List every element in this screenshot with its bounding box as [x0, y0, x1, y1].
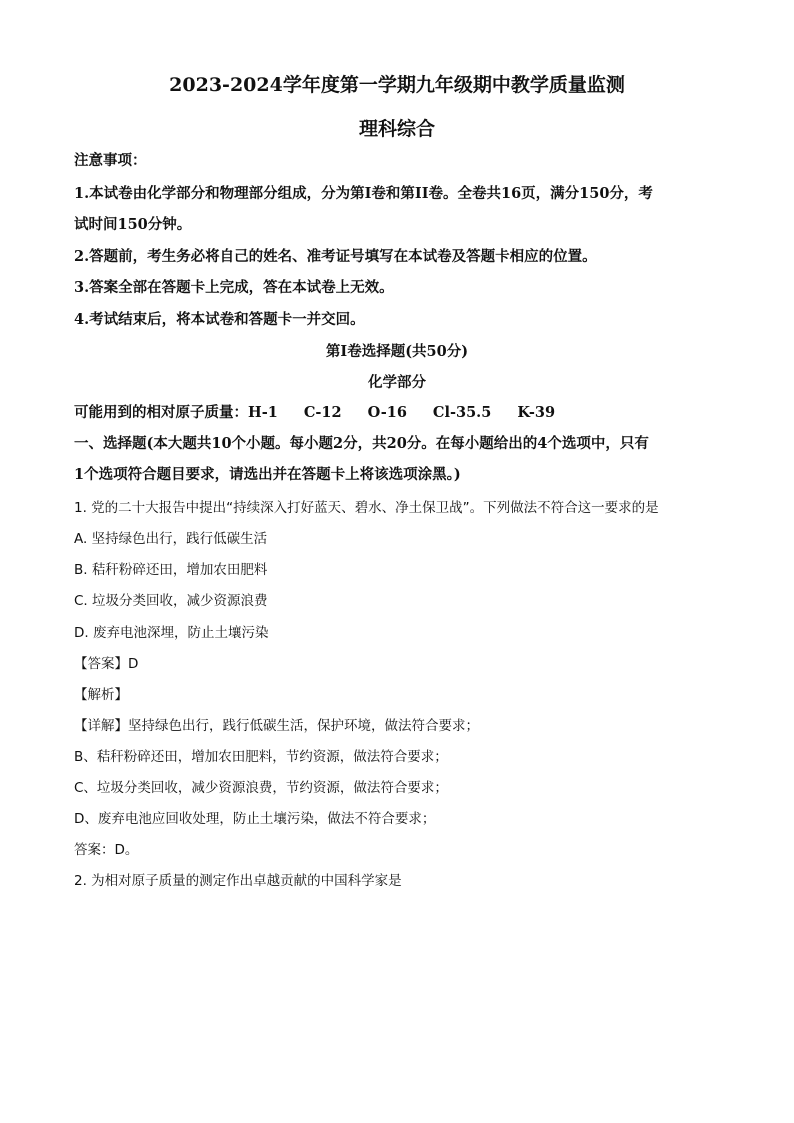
atomic-mass-k: K-39 [517, 404, 556, 421]
atomic-mass-row [74, 401, 724, 422]
notice-item-4: 4.考试结束后，将本试卷和答题卡一并交回。 [74, 311, 365, 328]
q1-answer: 【答案】D [74, 656, 139, 672]
q2-stem: 2. 为相对原子质量的测定作出卓越贡献的中国科学家是 [74, 873, 402, 889]
atomic-mass-o: O-16 [367, 404, 407, 421]
q1-option-c: C. 垃圾分类回收，减少资源浪费 [74, 593, 268, 609]
q1-stem: 1. 党的二十大报告中提出“持续深入打好蓝天、碧水、净土保卫战”。下列做法不符合这一要求的是 [74, 500, 659, 516]
q1-detail-3: C、垃圾分类回收，减少资源浪费，节约资源，做法符合要求； [74, 780, 448, 796]
notice-heading: 注意事项： [74, 152, 147, 169]
notice-item-3: 3.答案全部在答题卡上完成，答在本试卷上无效。 [74, 279, 394, 296]
q1-option-b: B. 秸秆粉碎还田，增加农田肥料 [74, 562, 268, 578]
section-part: 化学部分 [368, 374, 426, 391]
atomic-mass-cl: Cl-35.5 [432, 404, 492, 421]
notice-item-1-cont: 试时间150分钟。 [74, 216, 192, 233]
q1-option-d: D. 废弃电池深埋，防止土壤污染 [74, 625, 269, 641]
section-instructions-1: 一、选择题(本大题共10个小题。每小题2分，共20分。在每小题给出的4个选项中，只有 [74, 435, 649, 452]
atomic-mass-label: 可能用到的相对原子质量： [74, 404, 248, 421]
q1-option-a: A. 坚持绿色出行，践行低碳生活 [74, 531, 268, 547]
q1-detail-1: 【详解】坚持绿色出行，践行低碳生活，保护环境，做法符合要求； [74, 718, 479, 734]
q1-final-answer: 答案：D。 [74, 842, 139, 858]
q1-detail-4: D、废弃电池应回收处理，防止土壤污染，做法不符合要求； [74, 811, 436, 827]
atomic-mass-c: C-12 [303, 404, 342, 421]
notice-item-2: 2.答题前，考生务必将自己的姓名、准考证号填写在本试卷及答题卡相应的位置。 [74, 248, 597, 265]
notice-item-1: 1.本试卷由化学部分和物理部分组成，分为第I卷和第II卷。全卷共16页，满分150分，考 [74, 185, 653, 202]
exam-subject: 理科综合 [358, 118, 435, 140]
section-title: 第I卷选择题(共50分) [325, 343, 469, 360]
q1-analysis: 【解析】 [74, 687, 128, 703]
section-instructions-2: 1个选项符合题目要求，请选出并在答题卡上将该选项涂黑。) [74, 466, 461, 483]
q1-detail-2: B、秸秆粉碎还田，增加农田肥料，节约资源，做法符合要求； [74, 749, 448, 765]
exam-title: 2023-2024学年度第一学期九年级期中教学质量监测 [169, 74, 625, 96]
atomic-mass-h: H-1 [248, 404, 278, 421]
